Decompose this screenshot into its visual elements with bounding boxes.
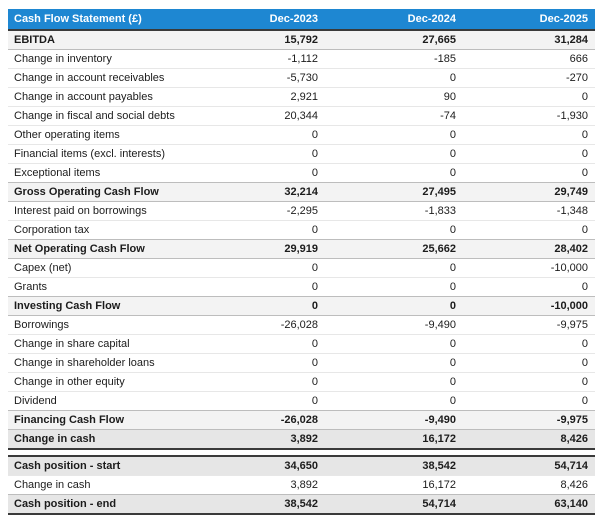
row-value-dec-2025: 28,402 [554, 243, 588, 255]
row-value-dec-2024: 0 [449, 262, 456, 274]
row-value-dec-2024: 16,172 [422, 433, 456, 445]
row-value-dec-2025: -10,000 [550, 300, 588, 312]
row-value-dec-2025: -10,000 [550, 262, 588, 274]
row-label: Financial items (excl. interests) [14, 148, 165, 160]
table-row [8, 68, 595, 87]
table-header-row [8, 9, 595, 31]
row-value-dec-2023: 0 [311, 129, 318, 141]
row-value-dec-2024: -74 [440, 110, 456, 122]
row-value-dec-2024: 54,714 [422, 498, 456, 510]
row-value-dec-2024: 27,665 [422, 34, 456, 46]
row-value-dec-2023: 0 [311, 338, 318, 350]
row-value-dec-2023: -1,112 [287, 53, 318, 65]
row-value-dec-2023: 15,792 [284, 34, 318, 46]
row-value-dec-2023: 0 [311, 224, 318, 236]
row-label: Cash position - end [14, 498, 117, 510]
row-label: Cash position - start [14, 460, 121, 472]
row-label: Gross Operating Cash Flow [14, 186, 159, 198]
table-row [8, 258, 595, 277]
row-value-dec-2025: 0 [581, 167, 588, 179]
row-label: Financing Cash Flow [14, 414, 125, 426]
row-value-dec-2023: 0 [311, 395, 318, 407]
row-value-dec-2025: 8,426 [560, 479, 588, 491]
row-value-dec-2023: 0 [311, 357, 318, 369]
table-row [8, 144, 595, 163]
row-value-dec-2023: 34,650 [284, 460, 318, 472]
row-value-dec-2024: 0 [449, 167, 456, 179]
row-label: Change in account receivables [14, 72, 165, 84]
row-value-dec-2023: -26,028 [280, 319, 318, 331]
table-row [8, 457, 595, 475]
table-row [8, 494, 595, 513]
row-value-dec-2024: 0 [449, 376, 456, 388]
row-label: Net Operating Cash Flow [14, 243, 145, 255]
row-label: Capex (net) [14, 262, 72, 274]
row-value-dec-2023: 0 [311, 281, 318, 293]
row-value-dec-2024: 0 [449, 300, 456, 312]
row-value-dec-2025: 0 [581, 338, 588, 350]
row-value-dec-2023: -26,028 [280, 414, 318, 426]
row-label: Exceptional items [14, 167, 101, 179]
table-row [8, 410, 595, 429]
row-value-dec-2024: 38,542 [422, 460, 456, 472]
row-value-dec-2025: 0 [581, 148, 588, 160]
row-value-dec-2025: 0 [581, 357, 588, 369]
column-header-dec-2023: Dec-2023 [269, 13, 318, 25]
table-row [8, 277, 595, 296]
row-label: Change in account payables [14, 91, 153, 103]
row-label: Change in inventory [14, 53, 112, 65]
row-value-dec-2025: -9,975 [556, 414, 588, 426]
table-row [8, 315, 595, 334]
row-value-dec-2023: 32,214 [284, 186, 318, 198]
table-row [8, 31, 595, 49]
row-value-dec-2023: 0 [311, 262, 318, 274]
row-value-dec-2023: -2,295 [286, 205, 318, 217]
row-value-dec-2025: 54,714 [554, 460, 588, 472]
row-label: EBITDA [14, 34, 55, 46]
row-value-dec-2025: 0 [581, 224, 588, 236]
row-value-dec-2025: 31,284 [554, 34, 588, 46]
row-value-dec-2025: -1,348 [556, 205, 588, 217]
table-row [8, 296, 595, 315]
table-row [8, 87, 595, 106]
row-label: Change in fiscal and social debts [14, 110, 175, 122]
table-title: Cash Flow Statement (£) [14, 13, 142, 25]
table-row [8, 429, 595, 448]
row-label: Change in cash [14, 433, 96, 445]
table-row [8, 106, 595, 125]
table-row [8, 163, 595, 182]
column-header-dec-2024: Dec-2024 [407, 13, 456, 25]
row-value-dec-2025: -1,930 [556, 110, 588, 122]
row-label: Investing Cash Flow [14, 300, 121, 312]
table-row [8, 334, 595, 353]
row-label: Change in shareholder loans [14, 357, 155, 369]
row-value-dec-2023: 29,919 [284, 243, 318, 255]
row-value-dec-2023: 3,892 [290, 479, 318, 491]
row-label: Corporation tax [14, 224, 90, 236]
row-value-dec-2025: 0 [581, 376, 588, 388]
row-value-dec-2023: 3,892 [290, 433, 318, 445]
row-label: Dividend [14, 395, 57, 407]
table-row [8, 391, 595, 410]
row-value-dec-2024: -1,833 [424, 205, 456, 217]
row-value-dec-2024: -9,490 [424, 319, 456, 331]
row-value-dec-2024: 0 [449, 281, 456, 293]
cash-position-section [8, 455, 595, 515]
column-header-dec-2025: Dec-2025 [539, 13, 588, 25]
row-label: Other operating items [14, 129, 120, 141]
row-value-dec-2024: 0 [449, 72, 456, 84]
row-value-dec-2025: -9,975 [556, 319, 588, 331]
row-value-dec-2024: 0 [449, 395, 456, 407]
table-row [8, 49, 595, 68]
row-value-dec-2025: -270 [565, 72, 588, 84]
row-label: Change in other equity [14, 376, 125, 388]
row-value-dec-2024: 0 [449, 148, 456, 160]
table-row [8, 353, 595, 372]
table-row [8, 475, 595, 494]
table-row [8, 372, 595, 391]
row-label: Borrowings [14, 319, 70, 331]
row-value-dec-2023: 0 [311, 300, 318, 312]
table-row [8, 125, 595, 144]
row-value-dec-2023: 2,921 [290, 91, 318, 103]
row-value-dec-2023: 0 [311, 167, 318, 179]
row-label: Grants [14, 281, 48, 293]
row-value-dec-2024: 25,662 [422, 243, 456, 255]
row-value-dec-2024: 90 [443, 91, 456, 103]
row-value-dec-2023: 20,344 [284, 110, 318, 122]
row-value-dec-2024: 0 [449, 129, 456, 141]
table-row [8, 201, 595, 220]
row-value-dec-2023: 0 [311, 376, 318, 388]
row-value-dec-2025: 0 [581, 281, 588, 293]
row-value-dec-2023: 0 [311, 148, 318, 160]
row-value-dec-2024: 0 [449, 224, 456, 236]
row-value-dec-2025: 63,140 [554, 498, 588, 510]
row-value-dec-2024: 0 [449, 357, 456, 369]
row-label: Change in cash [14, 479, 91, 491]
row-value-dec-2025: 0 [581, 395, 588, 407]
table-row [8, 220, 595, 239]
row-value-dec-2025: 8,426 [560, 433, 588, 445]
row-value-dec-2025: 0 [581, 129, 588, 141]
row-value-dec-2025: 29,749 [554, 186, 588, 198]
row-value-dec-2025: 666 [569, 53, 588, 65]
table-row [8, 239, 595, 258]
row-value-dec-2024: -9,490 [424, 414, 456, 426]
row-label: Change in share capital [14, 338, 130, 350]
row-value-dec-2024: -185 [433, 53, 456, 65]
table-row [8, 182, 595, 201]
row-value-dec-2024: 0 [449, 338, 456, 350]
row-value-dec-2023: 38,542 [284, 498, 318, 510]
cash-flow-statement-table [8, 9, 595, 515]
row-value-dec-2023: -5,730 [286, 72, 318, 84]
row-value-dec-2024: 27,495 [422, 186, 456, 198]
row-value-dec-2025: 0 [581, 91, 588, 103]
row-value-dec-2024: 16,172 [422, 479, 456, 491]
cash-flow-section [8, 31, 595, 450]
row-label: Interest paid on borrowings [14, 205, 147, 217]
